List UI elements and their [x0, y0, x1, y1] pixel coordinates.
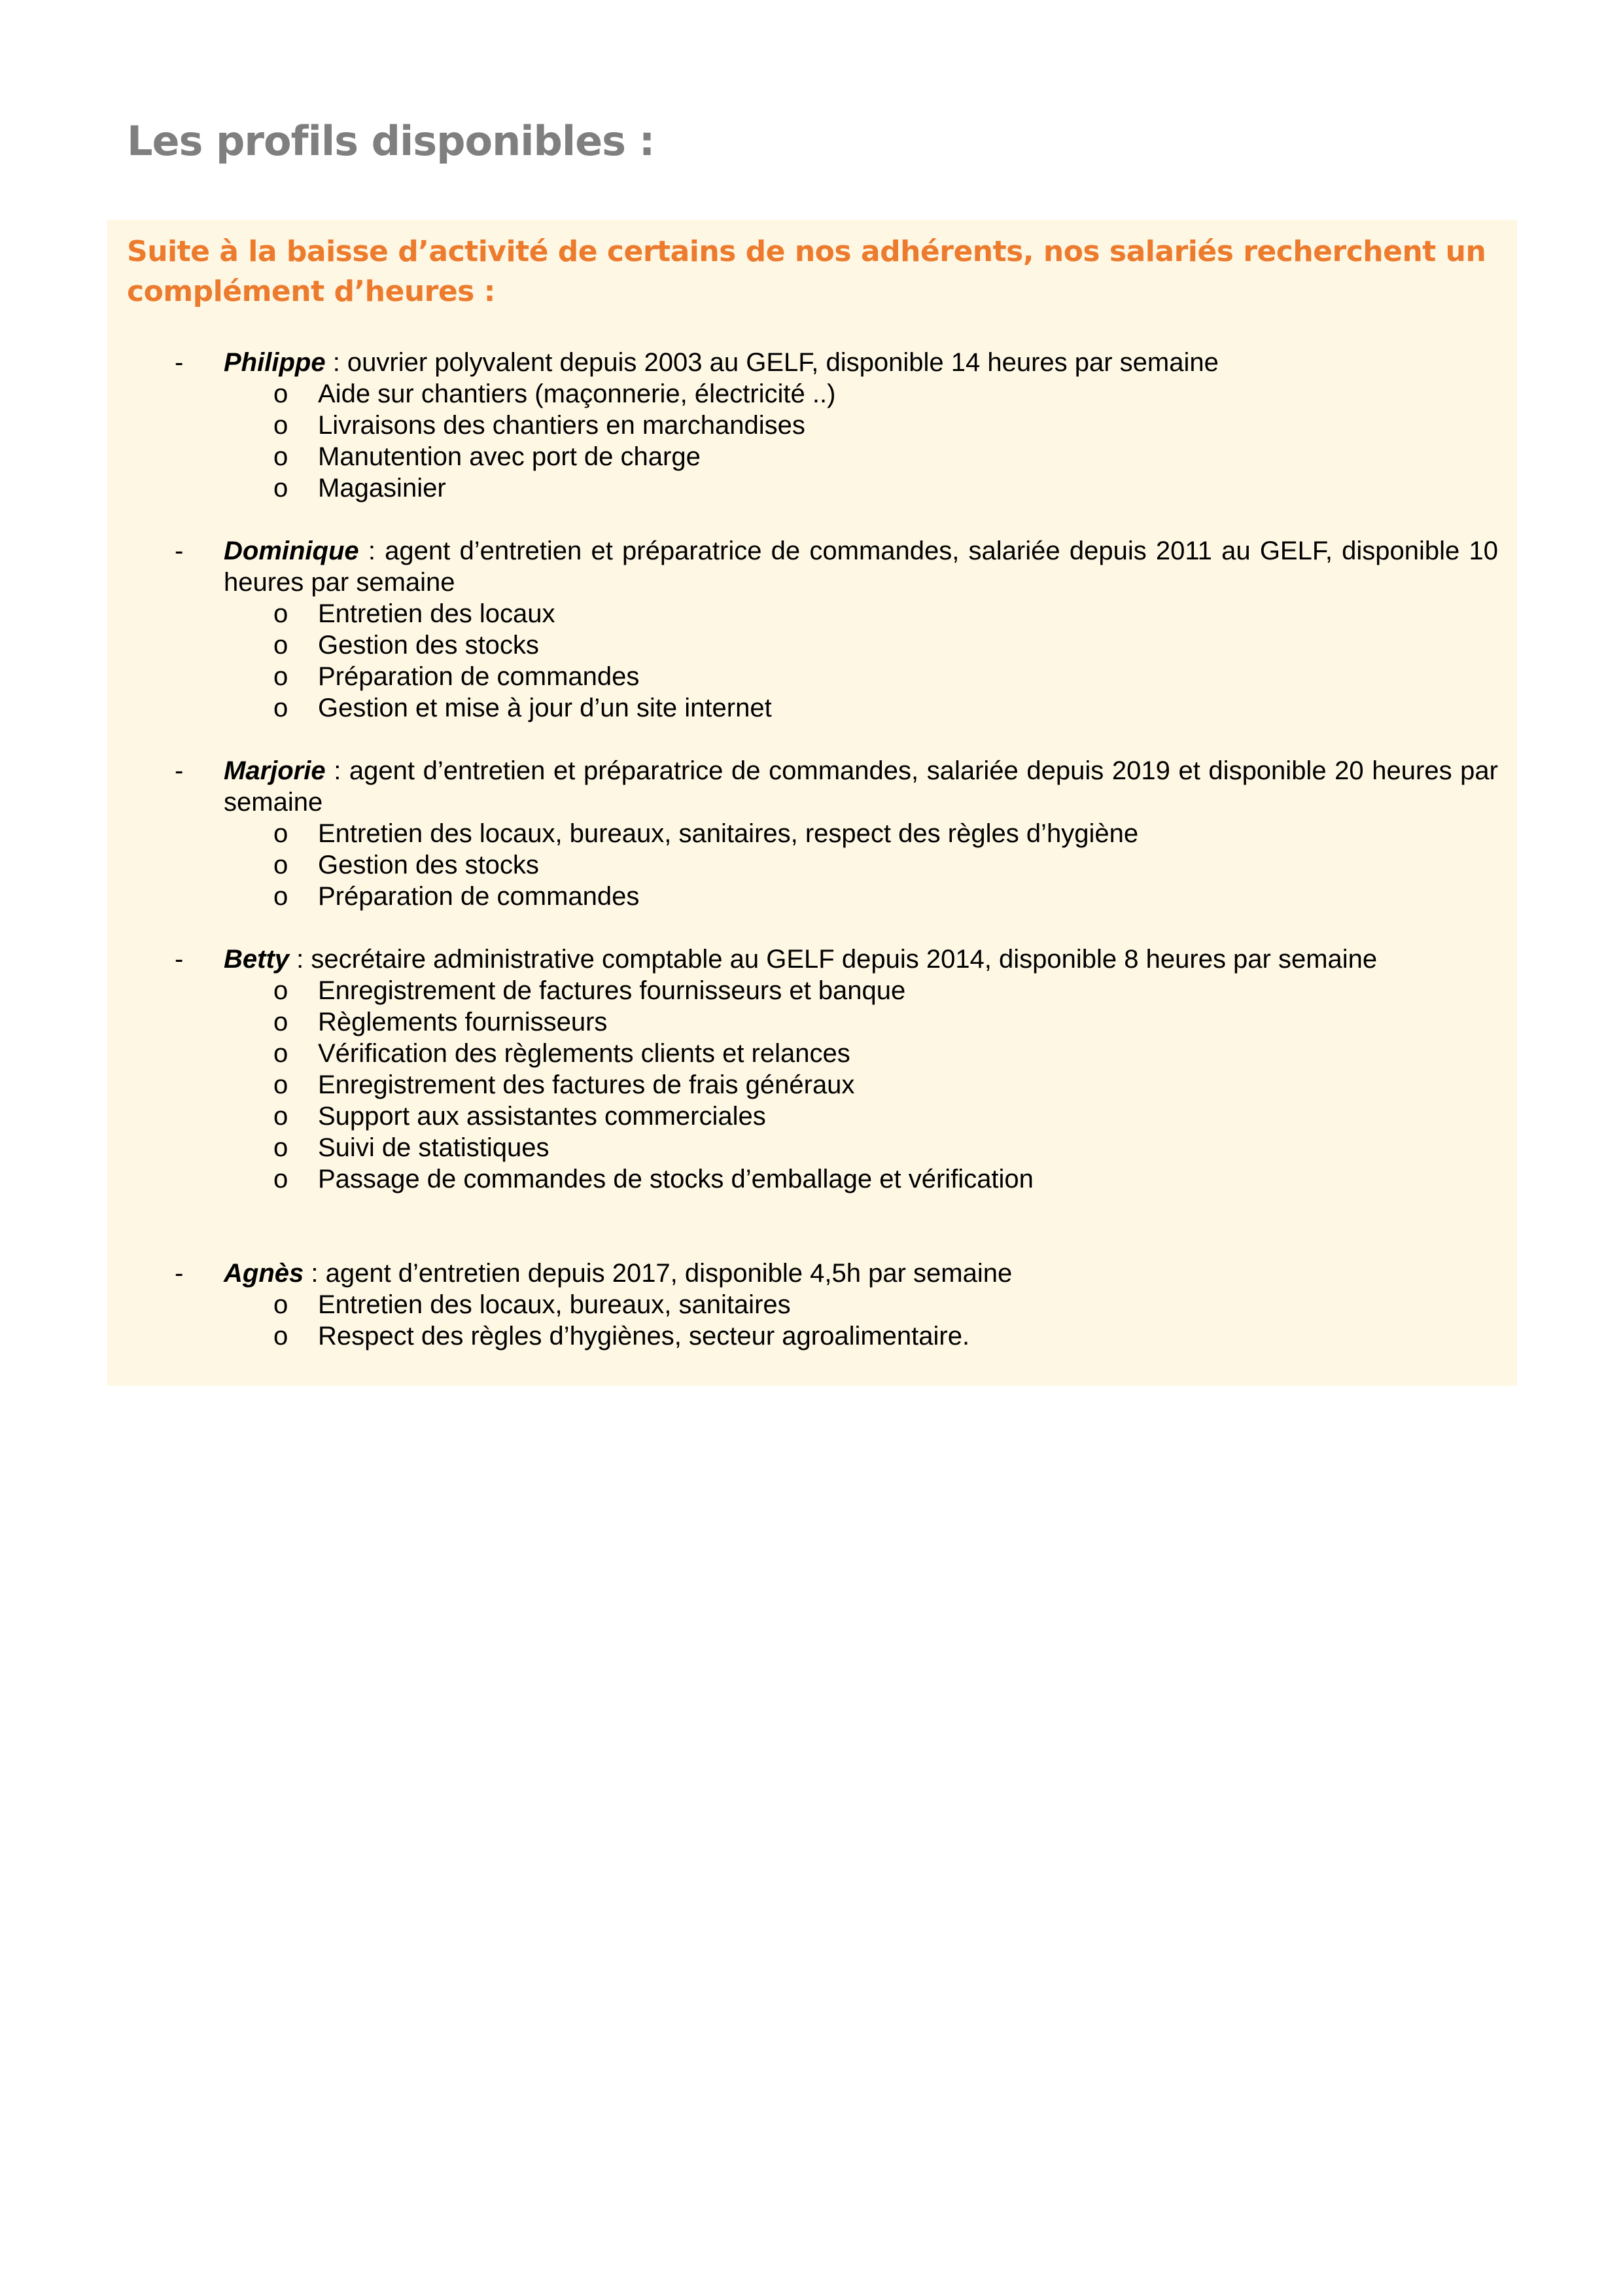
- task-item: [107, 1289, 1517, 1320]
- circle-bullet: o: [273, 1133, 288, 1162]
- task-text: Entretien des locaux, bureaux, sanitaires, respect des règles d’hygiène: [318, 819, 1139, 848]
- task-item: [107, 1006, 1517, 1038]
- circle-bullet: o: [273, 1165, 288, 1193]
- profile-summary: [224, 1258, 1498, 1289]
- profile-name: Betty: [224, 945, 290, 974]
- dash-bullet: -: [175, 1259, 184, 1288]
- task-item: [107, 1069, 1517, 1101]
- task-item: [107, 629, 1517, 661]
- profile-summary: [224, 535, 1498, 598]
- task-text: Magasinier: [318, 474, 446, 503]
- profile-philippe: [107, 347, 1517, 504]
- circle-bullet: o: [273, 474, 288, 503]
- task-text: Gestion des stocks: [318, 631, 539, 660]
- profile-name: Marjorie: [224, 756, 326, 785]
- circle-bullet: o: [273, 976, 288, 1005]
- task-list: [107, 378, 1517, 504]
- circle-bullet: o: [273, 694, 288, 722]
- task-text: Passage de commandes de stocks d’emballage et vérification: [318, 1165, 1034, 1193]
- profile-betty: [107, 944, 1517, 1195]
- profile-summary: [224, 944, 1498, 975]
- circle-bullet: o: [273, 411, 288, 440]
- circle-bullet: o: [273, 882, 288, 911]
- page-title: Les profils disponibles :: [127, 117, 655, 165]
- profile-dominique: [107, 535, 1517, 724]
- profile-description: : ouvrier polyvalent depuis 2003 au GELF, disponible 14 heures par semaine: [325, 348, 1219, 377]
- task-text: Enregistrement des factures de frais généraux: [318, 1070, 855, 1099]
- task-text: Vérification des règlements clients et relances: [318, 1039, 850, 1068]
- profile-list: [107, 220, 1517, 1386]
- profile-agnes: [107, 1258, 1517, 1352]
- task-text: Enregistrement de factures fournisseurs et banque: [318, 976, 906, 1005]
- task-list: [107, 818, 1517, 912]
- task-item: [107, 1163, 1517, 1195]
- task-list: [107, 598, 1517, 724]
- circle-bullet: o: [273, 1290, 288, 1319]
- task-item: [107, 975, 1517, 1006]
- profile-name: Agnès: [224, 1259, 304, 1288]
- task-item: [107, 1132, 1517, 1163]
- profile-description: : agent d’entretien et préparatrice de commandes, salariée depuis 2011 au GELF, disponible 10 heures par semaine: [224, 537, 1498, 597]
- circle-bullet: o: [273, 1008, 288, 1036]
- circle-bullet: o: [273, 1070, 288, 1099]
- profile-description: : agent d’entretien et préparatrice de commandes, salariée depuis 2019 et disponible 20 heures par semaine: [224, 756, 1498, 817]
- task-text: Préparation de commandes: [318, 662, 640, 691]
- task-text: Aide sur chantiers (maçonnerie, électricité ..): [318, 380, 836, 408]
- task-item: [107, 441, 1517, 472]
- task-text: Gestion et mise à jour d’un site internet: [318, 694, 772, 722]
- task-text: Respect des règles d’hygiènes, secteur agroalimentaire.: [318, 1322, 970, 1351]
- task-list: [107, 975, 1517, 1195]
- task-text: Règlements fournisseurs: [318, 1008, 608, 1036]
- circle-bullet: o: [273, 631, 288, 660]
- circle-bullet: o: [273, 380, 288, 408]
- profiles-box: [107, 220, 1517, 1386]
- task-text: Suivi de statistiques: [318, 1133, 550, 1162]
- task-text: Livraisons des chantiers en marchandises: [318, 411, 805, 440]
- circle-bullet: o: [273, 662, 288, 691]
- profile-name: Dominique: [224, 537, 359, 565]
- task-item: [107, 692, 1517, 724]
- task-item: [107, 1101, 1517, 1132]
- task-text: Entretien des locaux, bureaux, sanitaires: [318, 1290, 791, 1319]
- profile-summary: [224, 755, 1498, 818]
- task-list: [107, 1289, 1517, 1352]
- task-text: Support aux assistantes commerciales: [318, 1102, 766, 1131]
- circle-bullet: o: [273, 1039, 288, 1068]
- dash-bullet: -: [175, 756, 184, 785]
- task-item: [107, 472, 1517, 504]
- circle-bullet: o: [273, 851, 288, 879]
- intro-text: Suite à la baisse d’activité de certains de nos adhérents, nos salariés recherchent un complément d’heures :: [127, 235, 1486, 308]
- task-item: [107, 849, 1517, 881]
- task-item: [107, 818, 1517, 849]
- task-item: [107, 1038, 1517, 1069]
- task-text: Préparation de commandes: [318, 882, 640, 911]
- profile-description: : secrétaire administrative comptable au GELF depuis 2014, disponible 8 heures par semaine: [289, 945, 1378, 974]
- dash-bullet: -: [175, 945, 184, 974]
- task-text: Manutention avec port de charge: [318, 442, 701, 471]
- dash-bullet: -: [175, 348, 184, 377]
- circle-bullet: o: [273, 1322, 288, 1351]
- task-item: [107, 1320, 1517, 1352]
- task-text: Entretien des locaux: [318, 599, 555, 628]
- task-item: [107, 378, 1517, 410]
- circle-bullet: o: [273, 599, 288, 628]
- dash-bullet: -: [175, 537, 184, 565]
- profile-summary: [224, 347, 1498, 378]
- profile-marjorie: [107, 755, 1517, 912]
- task-item: [107, 410, 1517, 441]
- task-item: [107, 881, 1517, 912]
- task-text: Gestion des stocks: [318, 851, 539, 879]
- task-item: [107, 661, 1517, 692]
- circle-bullet: o: [273, 442, 288, 471]
- circle-bullet: o: [273, 1102, 288, 1131]
- profile-description: : agent d’entretien depuis 2017, disponible 4,5h par semaine: [304, 1259, 1013, 1288]
- profile-name: Philippe: [224, 348, 326, 377]
- circle-bullet: o: [273, 819, 288, 848]
- task-item: [107, 598, 1517, 629]
